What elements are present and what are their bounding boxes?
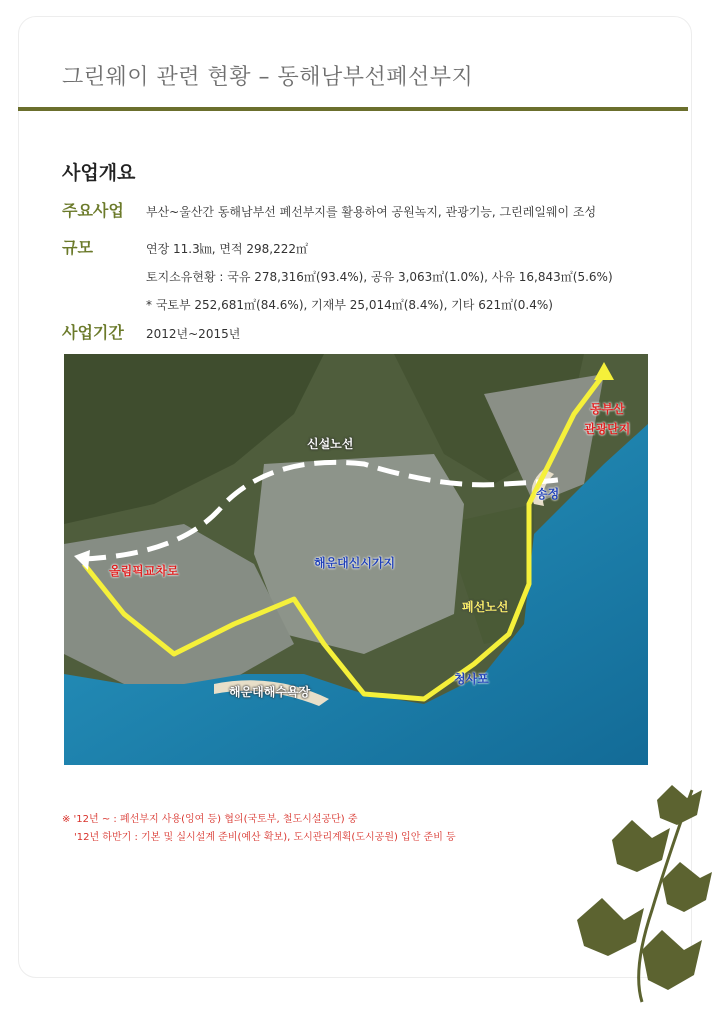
map-label-new-line: 신설노선 <box>307 437 354 451</box>
title-divider <box>18 107 688 111</box>
note-line-1: ※ '12년 ~ : 폐선부지 사용(잉여 등) 협의(국토부, 철도시설공단) 중 <box>62 814 358 825</box>
scale-line-3: * 국토부 252,681㎡(84.6%), 기재부 25,014㎡(8.4%), 기타 621㎡(0.4%) <box>146 298 553 312</box>
map-label-haeundae-beach: 해운대해수욕장 <box>229 685 311 699</box>
map-label-olympic: 올림픽교차로 <box>109 564 179 578</box>
period-text: 2012년~2015년 <box>146 327 241 341</box>
note-line-2: '12년 하반기 : 기본 및 실시설계 준비(예산 확보), 도시관리계획(도시공원) 입안 준비 등 <box>74 832 456 843</box>
page-title: 그린웨이 관련 현황 – 동해남부선폐선부지 <box>62 65 474 90</box>
label-main-project: 주요사업 <box>62 201 124 220</box>
label-scale: 규모 <box>62 238 93 257</box>
map-label-haeundae-new-city: 해운대신시가지 <box>314 556 396 570</box>
scale-line-1: 연장 11.3㎞, 면적 298,222㎡ <box>146 242 308 256</box>
map-label-cheongsapo: 청사포 <box>454 672 489 686</box>
ivy-leaves-decoration <box>572 780 712 1005</box>
main-project-text: 부산~울산간 동해남부선 폐선부지를 활용하여 공원녹지, 관광기능, 그린레일웨이 조성 <box>146 205 597 219</box>
map-label-tourism: 관광단지 <box>584 422 631 436</box>
scale-line-2: 토지소유현황 : 국유 278,316㎡(93.4%), 공유 3,063㎡(1.0%), 사유 16,843㎡(5.6%) <box>146 270 613 284</box>
map-label-songjeong: 송정 <box>536 487 560 501</box>
aerial-map <box>64 354 648 765</box>
section-title: 사업개요 <box>62 162 136 184</box>
label-period: 사업기간 <box>62 323 124 342</box>
map-label-dongbusan: 동부산 <box>590 402 625 416</box>
map-label-abandoned-line: 폐선노선 <box>462 600 509 614</box>
